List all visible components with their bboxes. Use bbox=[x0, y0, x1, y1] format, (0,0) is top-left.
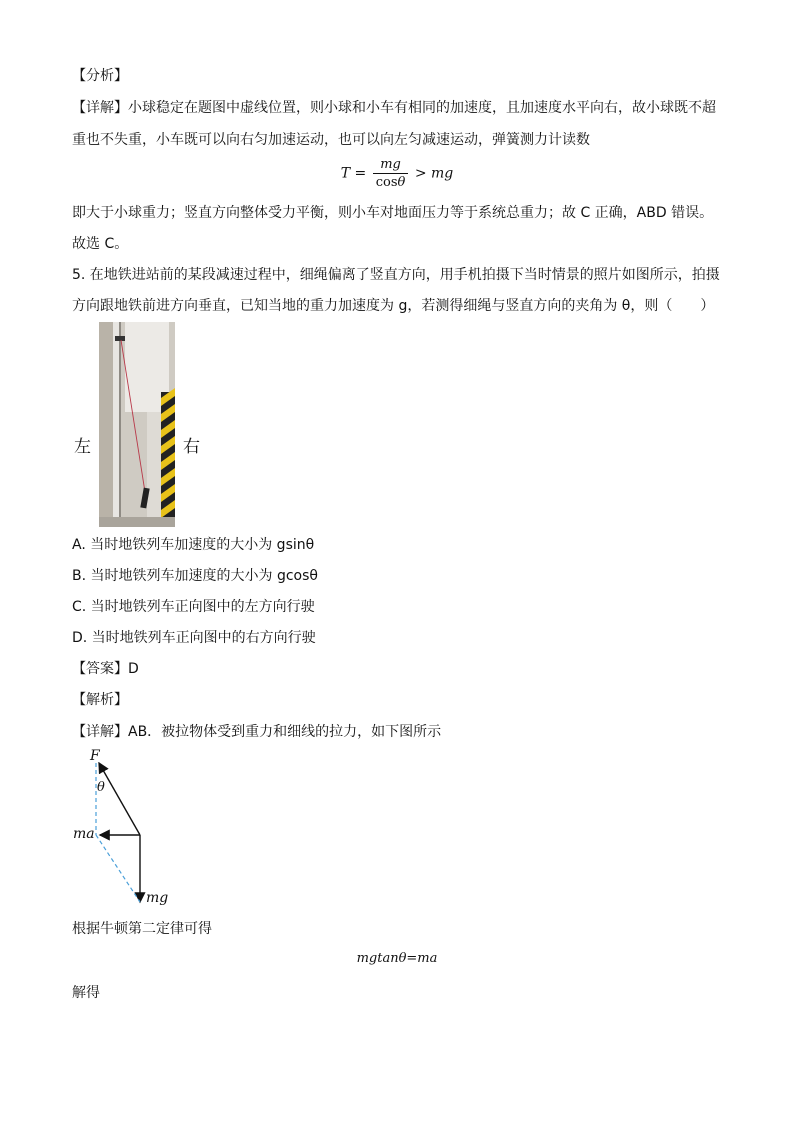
label-theta: θ bbox=[97, 780, 105, 795]
detail-paragraph-line-1: 【详解】小球稳定在题图中虚线位置，则小球和小车有相同的加速度，且加速度水平向右，故小球既不超 bbox=[72, 100, 716, 116]
formula-lhs: T = bbox=[340, 165, 367, 182]
fraction-numerator: mg bbox=[373, 156, 409, 174]
analysis-tag: 【分析】 bbox=[72, 68, 128, 84]
choose-line: 故选 C。 bbox=[72, 236, 129, 252]
label-F: F bbox=[90, 748, 100, 764]
label-mg: mg bbox=[146, 890, 169, 906]
dashed-diagonal bbox=[96, 835, 140, 902]
subway-photo bbox=[99, 322, 175, 527]
option-d: D. 当时地铁列车正向图中的右方向行驶 bbox=[72, 630, 316, 646]
cos-fn: cos bbox=[375, 175, 398, 190]
label-right: 右 bbox=[183, 437, 200, 457]
formula-fraction bbox=[373, 156, 409, 191]
detail-paragraph-line-2: 重也不失重，小车既可以向右匀加速运动，也可以向左匀减速运动，弹簧测力计读数 bbox=[72, 132, 590, 148]
detail-ab-line: 【详解】AB．被拉物体受到重力和细线的拉力，如下图所示 bbox=[72, 724, 442, 740]
option-c: C. 当时地铁列车正向图中的左方向行驶 bbox=[72, 599, 315, 615]
answer-line: 【答案】D bbox=[72, 661, 139, 677]
label-ma: ma bbox=[73, 826, 95, 842]
conclusion-line: 即大于小球重力；竖直方向整体受力平衡，则小车对地面压力等于系统总重力；故 C 正确，ABD 错误。 bbox=[72, 205, 714, 221]
theta-symbol: θ bbox=[397, 175, 406, 190]
tension-arrow bbox=[99, 763, 140, 835]
tension-formula bbox=[0, 156, 794, 191]
question-5-line-1: 5. 在地铁进站前的某段减速过程中，细绳偏离了竖直方向，用手机拍摄下当时情景的照片如图所示，拍摄 bbox=[72, 267, 720, 283]
formula-rhs: > mg bbox=[414, 165, 454, 182]
newton-formula: mgtanθ=ma bbox=[356, 951, 438, 966]
option-a: A. 当时地铁列车加速度的大小为 gsinθ bbox=[72, 537, 315, 553]
subway-photo-drawing bbox=[99, 322, 175, 527]
fraction-denominator bbox=[373, 174, 409, 191]
newton-law-line: 根据牛顿第二定律可得 bbox=[72, 921, 212, 937]
force-diagram bbox=[70, 748, 180, 912]
question-5-line-2: 方向跟地铁前进方向垂直，已知当地的重力加速度为 g，若测得细绳与竖直方向的夹角为 θ，则（ ） bbox=[72, 298, 715, 314]
solve-line: 解得 bbox=[72, 985, 100, 1001]
option-b: B. 当时地铁列车加速度的大小为 gcosθ bbox=[72, 568, 318, 584]
analysis-heading: 【解析】 bbox=[72, 692, 128, 708]
label-left: 左 bbox=[74, 437, 91, 457]
